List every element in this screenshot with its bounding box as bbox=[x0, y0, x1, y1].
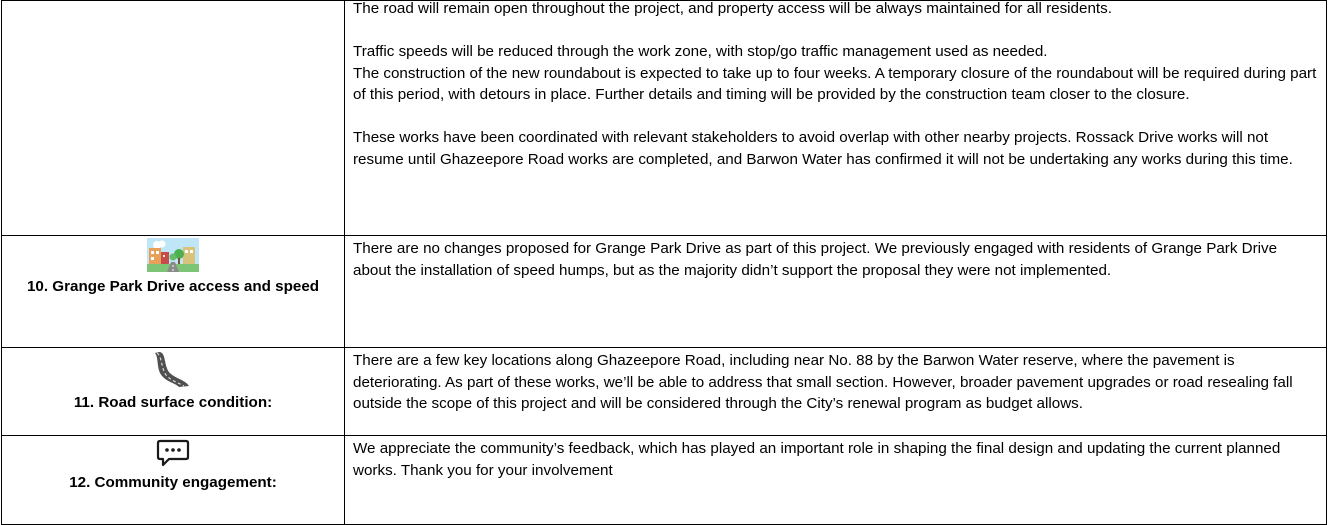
table-row bbox=[2, 236, 1327, 348]
table-row bbox=[2, 348, 1327, 436]
response-paragraph: The construction of the new roundabout is expected to take up to four weeks. A temporary closure of the roundabout will be required during part of this period, with detours in place. Further details and timing will be provided by the construction team closer to the closure. bbox=[353, 64, 1317, 103]
response-paragraph: Traffic speeds will be reduced through the work zone, with stop/go traffic management used as needed. bbox=[353, 43, 1048, 60]
response-cell bbox=[345, 236, 1327, 348]
faq-table bbox=[1, 0, 1327, 525]
table-row bbox=[2, 436, 1327, 525]
speech-bubble-icon bbox=[156, 438, 190, 468]
topic-cell bbox=[2, 348, 345, 436]
table-row bbox=[2, 1, 1327, 236]
response-cell bbox=[345, 348, 1327, 436]
response-paragraph: These works have been coordinated with relevant stakeholders to avoid overlap with other nearby projects. Rossack Drive works will not resume until Ghazeepore Road works are completed, and Barwon Water has confirmed it will not be undertaking any works during this time. bbox=[353, 129, 1293, 168]
road-icon bbox=[153, 350, 193, 388]
topic-title: 12. Community engagement: bbox=[69, 474, 277, 491]
response-cell bbox=[345, 436, 1327, 525]
topic-cell bbox=[2, 1, 345, 236]
topic-cell bbox=[2, 236, 345, 348]
response-paragraph: There are no changes proposed for Grange Park Drive as part of this project. We previously engaged with residents of Grange Park Drive about the installation of speed humps, but as the majority didn’t support the proposal they were not implemented. bbox=[353, 240, 1278, 279]
response-paragraph: There are a few key locations along Ghazeepore Road, including near No. 88 by the Barwon Water reserve, where the pavement is deteriorating. As part of these works, we’ll be able to address that small section. However, broader pavement upgrades or road resealing fall outside the scope of this project and will be considered through the City’s renewal program as budget allows. bbox=[353, 352, 1293, 412]
response-paragraph: The road will remain open throughout the project, and property access will be always maintained for all residents. bbox=[353, 0, 1112, 17]
topic-cell bbox=[2, 436, 345, 525]
response-paragraph: We appreciate the community’s feedback, which has played an important role in shaping the final design and updating the current planned works. Thank you for your involvement bbox=[353, 440, 1281, 479]
response-cell bbox=[345, 1, 1327, 236]
street-scene-icon bbox=[147, 238, 199, 272]
topic-title: 10. Grange Park Drive access and speed bbox=[26, 278, 320, 295]
topic-title: 11. Road surface condition: bbox=[73, 394, 273, 411]
